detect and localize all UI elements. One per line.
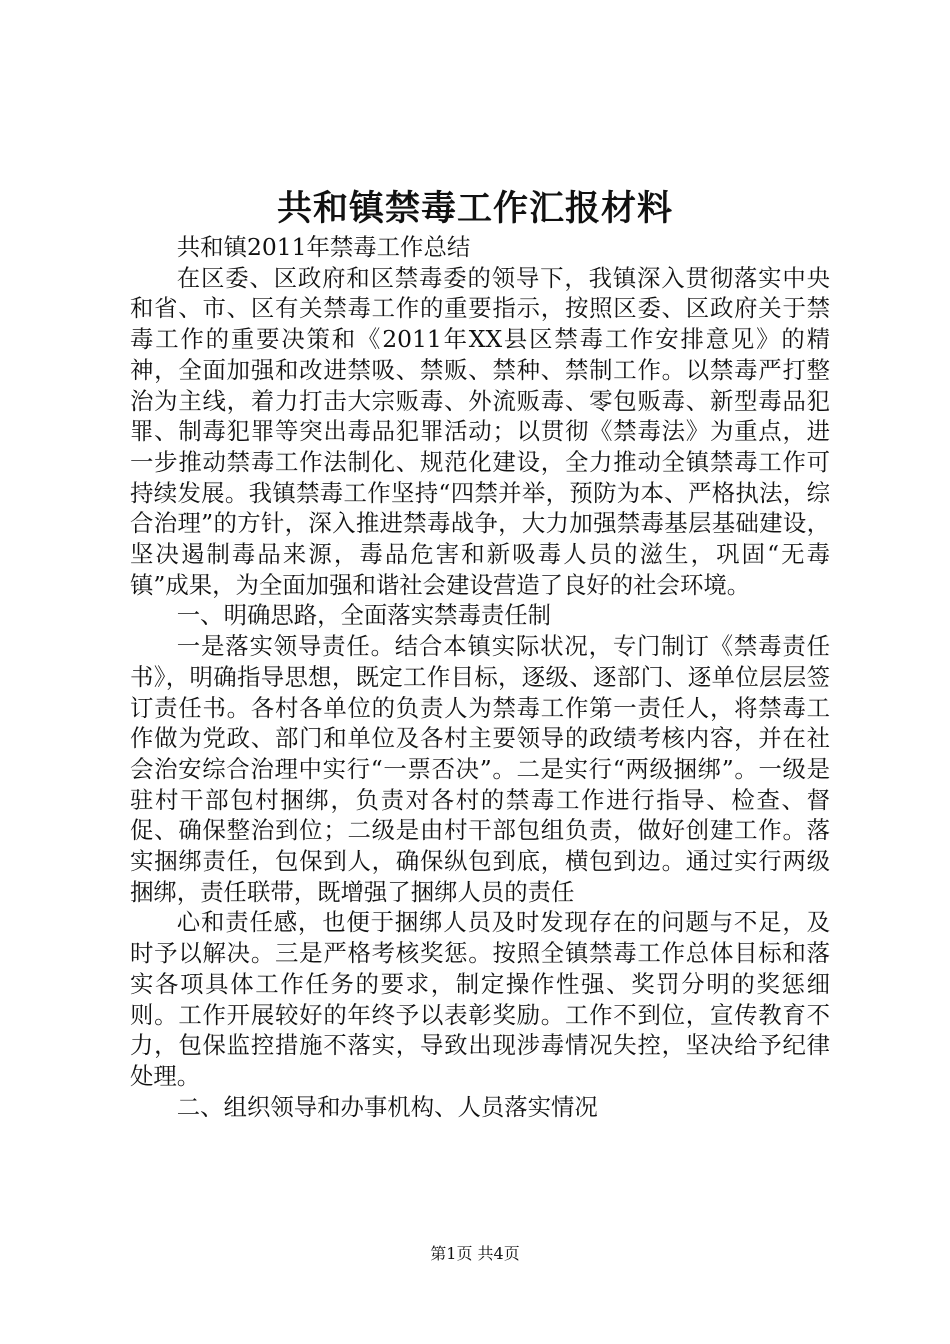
document-title: 共和镇禁毒工作汇报材料 [276, 188, 673, 229]
paragraph-responsibility-continued: 心和责任感，也便于捆绑人员及时发现存在的问题与不足，及时予以解决。三是严格考核奖惩。按照全镇禁毒工作总体目标和落实各项具体工作任务的要求，制定操作性强、奖罚分明的奖惩细则。工作开展较好的年终予以表彰奖励。工作不到位，宣传教育不力，包保监控措施不落实，导致出现涉毒情况失控，坚决给予纪律处理。 [130, 908, 830, 1090]
paragraph-responsibility: 一是落实领导责任。结合本镇实际状况，专门制订《禁毒责任书》，明确指导思想，既定工作目标，逐级、逐部门、逐单位层层签订责任书。各村各单位的负责人为禁毒工作第一责任人，将禁毒工作做为党政、部门和单位及各村主要领导的政绩考核内容，并在社会治安综合治理中实行“一票否决”。二是实行“两级捆绑”。一级是驻村干部包村捆绑，负责对各村的禁毒工作进行指导、检查、督促、确保整治到位；二级是由村干部包组负责，做好创建工作。落实捆绑责任，包保到人，确保纵包到底，横包到边。通过实行两级捆绑，责任联带，既增强了捆绑人员的责任 [130, 632, 830, 906]
page-footer: 第1页 共4页 [430, 1244, 520, 1263]
paragraph-subtitle: 共和镇2011年禁毒工作总结 [176, 233, 471, 261]
section-heading-2: 二、组织领导和办事机构、人员落实情况 [176, 1092, 598, 1121]
document-body [130, 232, 830, 1122]
paragraph-intro: 在区委、区政府和区禁毒委的领导下，我镇深入贯彻落实中央和省、市、区有关禁毒工作的重要指示，按照区委、区政府关于禁毒工作的重要决策和《2011年XX县区禁毒工作安排意见》的精神，全面加强和改进禁吸、禁贩、禁种、禁制工作。以禁毒严打整治为主线，着力打击大宗贩毒、外流贩毒、零包贩毒、新型毒品犯罪、制毒犯罪等突出毒品犯罪活动；以贯彻《禁毒法》为重点，进一步推动禁毒工作法制化、规范化建设，全力推动全镇禁毒工作可持续发展。我镇禁毒工作坚持“四禁并举，预防为本、严格执法，综合治理”的方针，深入推进禁毒战争，大力加强禁毒基层基础建设，坚决遏制毒品来源，毒品危害和新吸毒人员的滋生，巩固“无毒镇”成果，为全面加强和谐社会建设营造了良好的社会环境。 [130, 263, 830, 599]
section-heading-1: 一、明确思路，全面落实禁毒责任制 [176, 601, 552, 630]
